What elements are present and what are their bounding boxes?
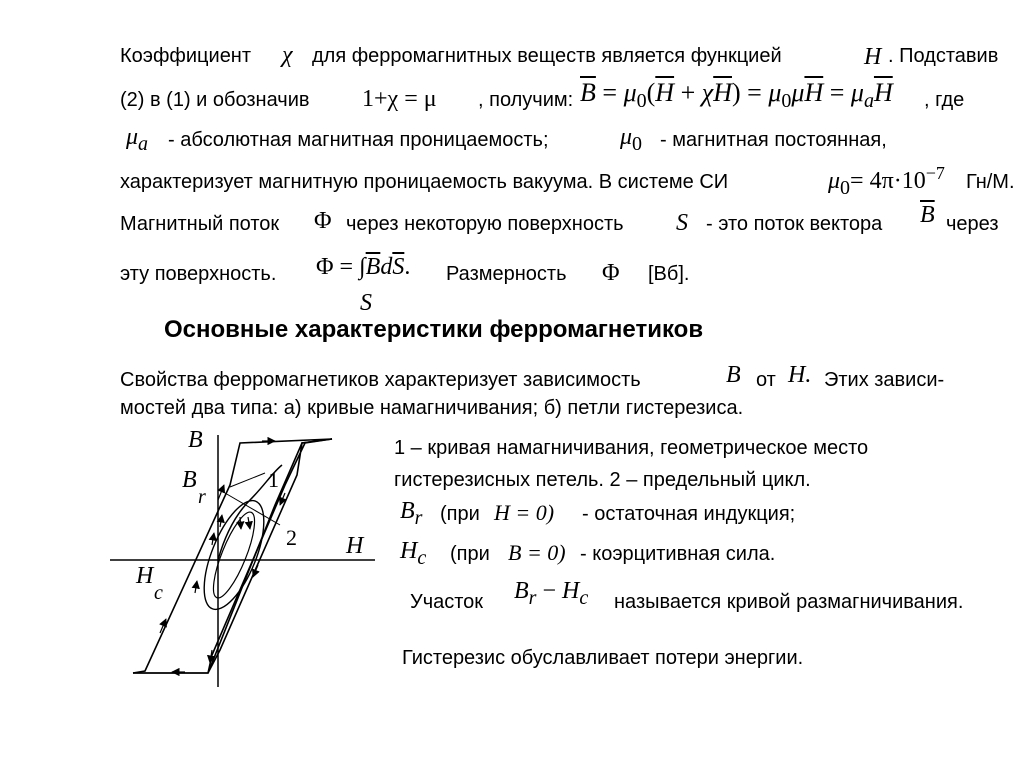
text-line: Коэффициент xyxy=(120,45,252,67)
text-line: (2) в (1) и обозначив xyxy=(120,89,310,111)
text-line: Этих зависи- xyxy=(824,369,945,391)
phi-symbol: Φ xyxy=(314,208,332,234)
text-line: - это поток вектора xyxy=(706,213,883,235)
mu-a-symbol: $\mu_a$ xyxy=(126,124,149,155)
legend-line: гистерезисных петель. 2 – предельный цикл. xyxy=(394,469,811,491)
text-line: Размерность xyxy=(446,263,567,285)
text-line: Магнитный поток xyxy=(120,213,280,235)
label-hc-sub: c xyxy=(154,582,163,604)
br-condition: H = 0) xyxy=(494,500,555,525)
hc-condition: B = 0) xyxy=(508,540,566,565)
text-line: (при xyxy=(450,543,490,565)
axis-label-b: B xyxy=(188,427,203,453)
text-line: через xyxy=(946,213,999,235)
formula-flux: $\Phi = \int\overline{B}d\overline{S}$. xyxy=(316,254,411,280)
text-line: , где xyxy=(924,89,965,111)
conclusion-text: Гистерезис обуславливает потери энергии. xyxy=(402,647,804,669)
inner-loop xyxy=(192,493,276,617)
segment-formula: $B_r - H_c$ xyxy=(514,578,589,609)
text-line: характеризует магнитную проницаемость вакуума. В системе СИ xyxy=(120,171,729,193)
s-symbol: S xyxy=(676,210,688,236)
text-line: , получим: xyxy=(478,89,574,111)
text-line: для ферромагнитных веществ является функцией xyxy=(312,45,782,67)
text-line: - остаточная индукция; xyxy=(582,503,796,525)
text-line: называется кривой размагничивания. xyxy=(614,591,964,613)
text-line: от xyxy=(756,369,776,391)
limit-cycle-outer xyxy=(133,439,332,673)
b-vector-symbol: $\overline{B}$ xyxy=(920,202,935,228)
text-line: Гн/М. xyxy=(966,171,1015,193)
br-symbol: $B_r$ xyxy=(400,498,423,529)
text-line: (при xyxy=(440,503,480,525)
text-line: [Вб]. xyxy=(648,263,690,285)
curve-label-2: 2 xyxy=(286,525,297,550)
text-line: мостей два типа: а) кривые намагничивания; б) петли гистерезиса. xyxy=(120,397,744,419)
text-line: через некоторую поверхность xyxy=(346,213,624,235)
text-line: - абсолютная магнитная проницаемость; xyxy=(168,129,549,151)
text-line: Участок xyxy=(410,591,484,613)
section-heading: Основные характеристики ферромагнетиков xyxy=(164,316,704,343)
text-line: эту поверхность. xyxy=(120,263,277,285)
label-br: B xyxy=(182,467,197,493)
b-symbol: B xyxy=(726,362,741,388)
formula-mu0-value: $\mu_0= 4\pi\cdot 10^{-7}$ xyxy=(828,163,945,199)
label-br-sub: r xyxy=(198,486,206,508)
formula-b-relation: $\overline{B} = \mu_0(\overline{H} + \chi\overline{H}) = \mu_0\mu\overline{H} = \mu_a\overline{H}$ xyxy=(580,78,893,113)
text-line: - магнитная постоянная, xyxy=(660,129,887,151)
formula-mu-definition: 1+χ = μ xyxy=(362,86,437,112)
legend-line: 1 – кривая намагничивания, геометрическое место xyxy=(394,437,869,459)
integral-subscript-s: S xyxy=(360,290,372,316)
axis-label-h: H xyxy=(346,533,364,559)
curve-label-1: 1 xyxy=(268,467,279,492)
text-line: . Подставив xyxy=(888,45,999,67)
hc-symbol: $H_c$ xyxy=(400,538,427,569)
mu-0-symbol: $\mu_0$ xyxy=(620,124,643,155)
h-symbol: H. xyxy=(788,362,812,388)
text-line: - коэрцитивная сила. xyxy=(580,543,776,565)
phi-symbol: Φ xyxy=(602,260,620,286)
label-hc: H xyxy=(136,563,154,589)
h-symbol: H xyxy=(864,44,882,70)
chi-symbol: χ xyxy=(282,42,293,68)
text-line: Свойства ферромагнетиков характеризует зависимость xyxy=(120,369,641,391)
